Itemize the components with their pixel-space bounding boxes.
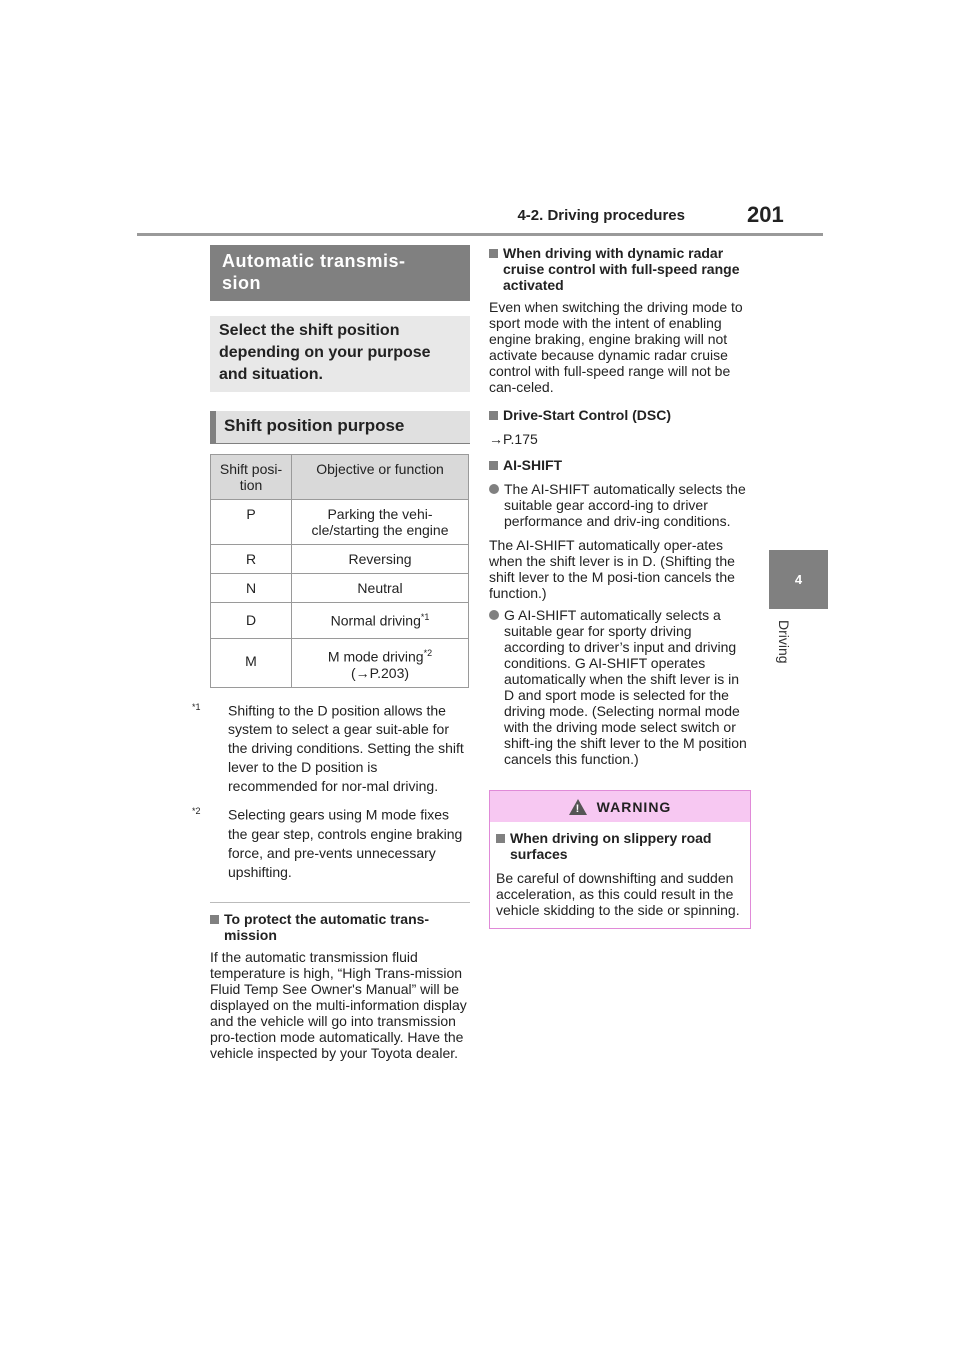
- table-row: [211, 574, 469, 603]
- page-number: 201: [747, 202, 784, 227]
- table-header-row: [211, 455, 469, 500]
- footnote-mark: *2: [423, 648, 433, 658]
- chapter-tab[interactable]: 4: [769, 550, 828, 609]
- table-cell-position: D: [211, 603, 292, 639]
- dsc-heading: [489, 407, 751, 423]
- aishift-bullet: [489, 481, 751, 529]
- protect-text: If the automatic transmission fluid temperature is high, “High Trans-mission Fluid Temp See Owner's Manual” will be displayed on the multi-information display and the vehicle will go into transmission pro-tection mode automatically. Have the vehicle inspected by your Toyota dealer.: [210, 948, 467, 1061]
- intro-text: Select the shift position depending on your purpose and situation.: [210, 316, 470, 392]
- warning-heading-text: When driving on slippery road surfaces: [510, 830, 712, 862]
- footnote: [192, 802, 470, 882]
- dynamic-text: Even when switching the driving mode to sport mode with the intent of enabling engine braking, engine braking will not activate because dynamic radar cruise control with full-speed range will not be can-celed.: [489, 299, 743, 395]
- shift-position-table: [210, 454, 469, 688]
- square-bullet-icon: [496, 834, 505, 843]
- table-row: [211, 500, 469, 545]
- table-row: [211, 603, 469, 639]
- g-aishift-bullet-text: G AI-SHIFT automatically selects a suitable gear for sporty driving according to driver’s input and driving conditions. G AI-SHIFT operates automatically when the shift lever is in D and sport mode is selected for the driving mode. (Selecting normal mode with the driving mode select switch or shift-ing the shift lever to the M position cancels this function.): [504, 607, 747, 767]
- aishift-heading: [489, 457, 751, 473]
- table-cell-function: [292, 603, 469, 639]
- right-column: [489, 245, 751, 929]
- aishift-heading-text: AI-SHIFT: [503, 457, 563, 473]
- table-cell-position: R: [211, 545, 292, 574]
- footnote-mark: *2: [192, 806, 201, 817]
- subheading-rule: [210, 443, 470, 444]
- section-heading: Automatic transmis- sion: [210, 245, 470, 301]
- footnote-mark: *1: [192, 701, 201, 712]
- page-reference-link[interactable]: (→P.203): [350, 664, 410, 681]
- section-divider: [210, 902, 470, 903]
- header-rule: [137, 233, 823, 236]
- protect-heading: [210, 911, 470, 943]
- square-bullet-icon: [489, 411, 498, 420]
- footnote-text: Selecting gears using M mode fixes the gear step, controls engine braking force, and pre-vents unnecessary upshifting.: [228, 806, 463, 880]
- table-cell-position: P: [211, 500, 292, 545]
- table-cell-position: M: [211, 639, 292, 688]
- table-row: [211, 639, 469, 688]
- circle-bullet-icon: [489, 484, 499, 494]
- aishift-bullet-text: The AI-SHIFT automatically selects the suitable gear accord-ing to driver performance and driv-ing conditions.: [504, 481, 746, 529]
- square-bullet-icon: [489, 249, 498, 258]
- dynamic-heading: [489, 245, 751, 293]
- protect-heading-text: To protect the automatic trans-mission: [224, 910, 430, 943]
- footnote-text: Shifting to the D position allows the system to select a gear suit-able for the driving conditions. Setting the shift lever to the D position is recommended for nor-mal driving.: [228, 702, 464, 795]
- dsc-heading-text: Drive-Start Control (DSC): [503, 407, 672, 423]
- function-text: Normal driving: [330, 612, 421, 629]
- chapter-tab-label: [770, 620, 810, 680]
- square-bullet-icon: [489, 461, 498, 470]
- dynamic-heading-text: When driving with dynamic radar cruise control with full-speed range activated: [503, 245, 740, 293]
- warning-triangle-icon: !: [569, 799, 587, 815]
- subheading: Shift position purpose: [210, 411, 470, 443]
- table-header: Objective or function: [292, 455, 469, 500]
- function-text: M mode driving: [327, 648, 424, 665]
- section-title: 4-2. Driving procedures: [517, 207, 685, 224]
- table-header: Shift posi- tion: [211, 455, 292, 500]
- warning-title: WARNING: [596, 798, 672, 815]
- footnote-mark: *1: [420, 612, 430, 622]
- footnote: [192, 698, 470, 797]
- dsc-page-reference-link[interactable]: →P.175: [489, 431, 538, 447]
- table-cell-function: Parking the vehi- cle/starting the engine: [292, 500, 469, 545]
- circle-bullet-icon: [489, 610, 499, 620]
- g-aishift-bullet: [489, 607, 751, 767]
- table-row: [211, 545, 469, 574]
- warning-heading: [496, 830, 744, 862]
- page-header: [0, 0, 960, 240]
- warning-header: [490, 791, 750, 822]
- warning-body: [490, 822, 750, 928]
- aishift-text: The AI-SHIFT automatically oper-ates when the shift lever is in D. (Shifting the shift lever to the M posi-tion cancels the function.): [489, 537, 735, 601]
- warning-box: [489, 790, 751, 929]
- left-column: [192, 245, 470, 1061]
- table-cell-function: Neutral: [292, 574, 469, 603]
- table-cell-position: N: [211, 574, 292, 603]
- table-cell-function: [292, 639, 469, 688]
- square-bullet-icon: [210, 915, 219, 924]
- warning-text: Be careful of downshifting and sudden acceleration, as this could result in the vehicle skidding to the side or spinning.: [496, 870, 740, 918]
- chapter-label-text: Driving: [776, 620, 792, 664]
- table-cell-function: Reversing: [292, 545, 469, 574]
